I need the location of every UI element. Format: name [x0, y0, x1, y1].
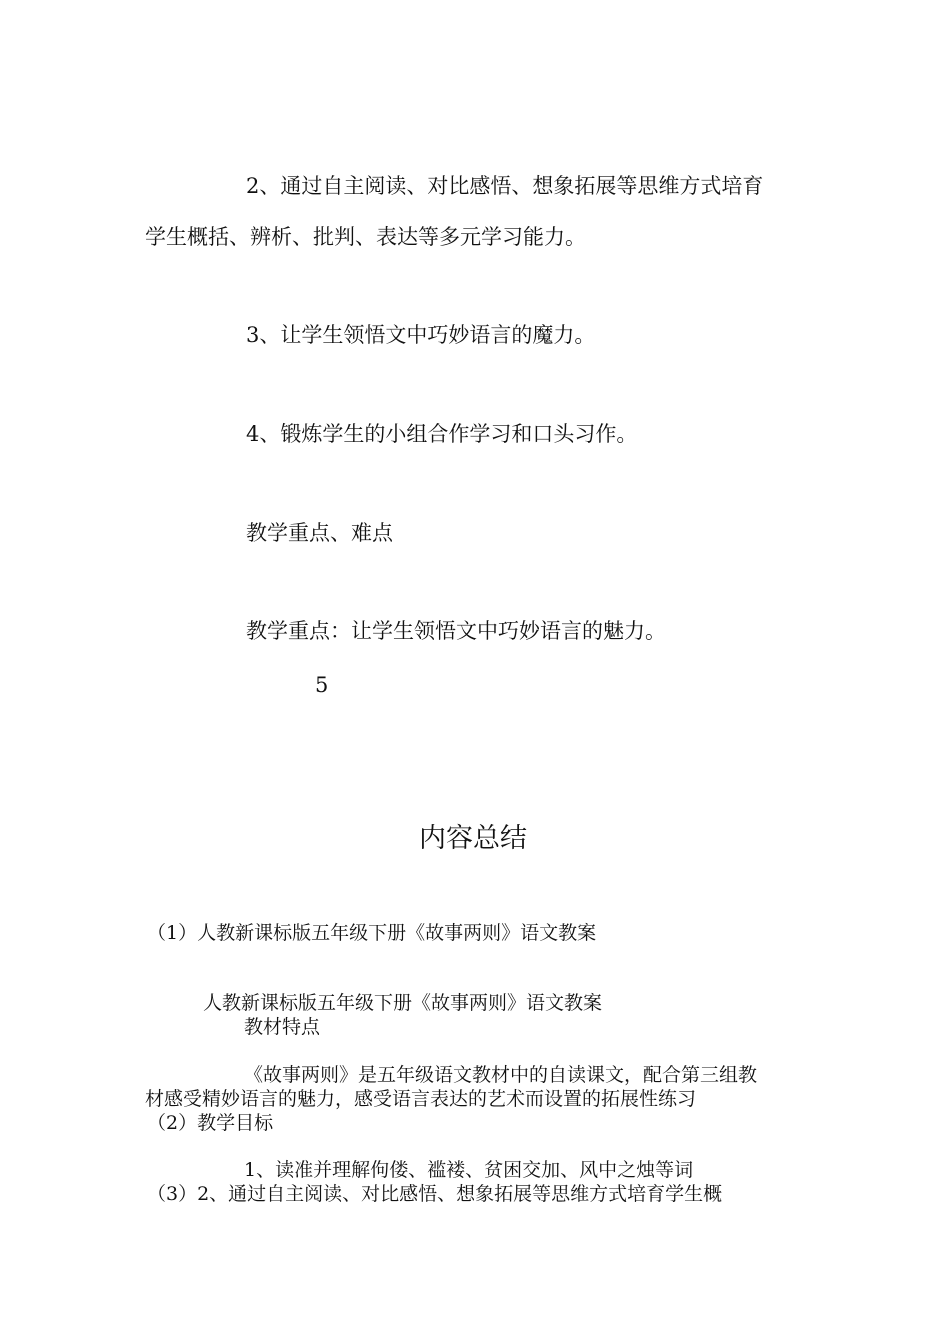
goal-4: 4、锻炼学生的小组合作学习和口头习作。 — [246, 422, 638, 446]
summary-item-1: （1）人教新课标版五年级下册《故事两则》语文教案 — [147, 922, 597, 944]
goal-2-line-2: 学生概括、辨析、批判、表达等多元学习能力。 — [145, 225, 586, 249]
summary-item-2: （2）教学目标 — [147, 1112, 274, 1134]
summary-section-material: 教材特点 — [244, 1016, 321, 1038]
summary-title: 内容总结 — [419, 823, 527, 854]
goal-3: 3、让学生领悟文中巧妙语言的魔力。 — [246, 323, 596, 347]
summary-material-line-2: 材感受精妙语言的魅力，感受语言表达的艺术而设置的拓展性练习 — [145, 1088, 697, 1110]
summary-goal-1: 1、读准并理解佝偻、褴褛、贫困交加、风中之烛等词 — [244, 1159, 694, 1181]
summary-doc-title: 人教新课标版五年级下册《故事两则》语文教案 — [203, 992, 603, 1014]
key-point: 教学重点：让学生领悟文中巧妙语言的魅力。 — [246, 619, 666, 643]
heading-key-points: 教学重点、难点 — [246, 521, 393, 545]
summary-item-3: （3）2、通过自主阅读、对比感悟、想象拓展等思维方式培育学生概 — [147, 1183, 723, 1205]
goal-2-line-1: 2、通过自主阅读、对比感悟、想象拓展等思维方式培育 — [246, 174, 764, 198]
page-number: 5 — [315, 673, 329, 697]
summary-material-line-1: 《故事两则》是五年级语文教材中的自读课文，配合第三组教 — [244, 1064, 758, 1086]
